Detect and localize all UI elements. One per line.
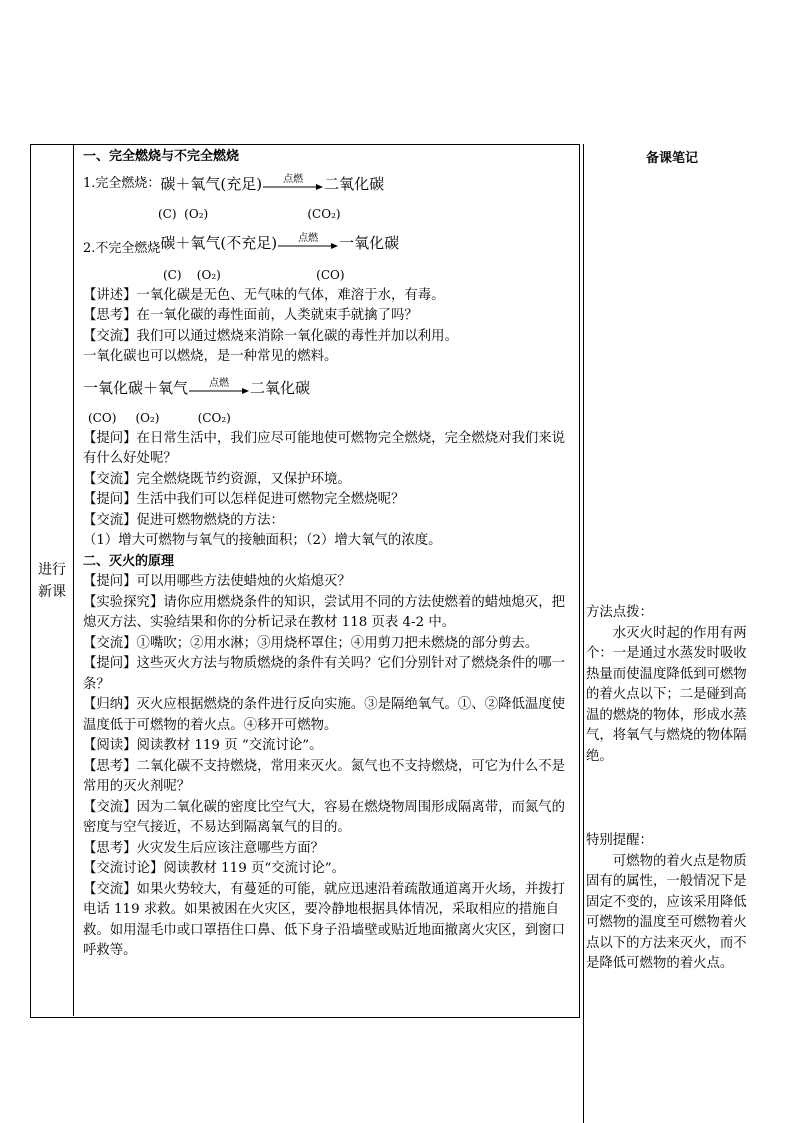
section-label-cell — [31, 145, 73, 1016]
note-title: 方法点拨： — [586, 605, 653, 620]
note-body: 可燃物的着火点是物质固有的属性，一般情况下是固定不变的，应该采用降低可燃物的温度至可燃物着火点以下的方法来灭火，而不是降低可燃物的着火点。 — [586, 853, 747, 971]
paragraph: 【提问】在日常生活中，我们应尽可能地使可燃物完全燃烧，完全燃烧对我们来说有什么好处呢？ — [83, 430, 566, 466]
paragraph: 【提问】生活中我们可以怎样促进可燃物完全燃烧呢？ — [83, 492, 405, 507]
paragraph: 【实验探究】请你应用燃烧条件的知识，尝试用不同的方法使燃着的蜡烛熄灭，把熄灭方法、实验结果和你的分析记录在教材 118 页表 4-2 中。 — [83, 594, 566, 630]
reaction-condition: 点燃 — [209, 378, 230, 389]
paragraph: （1）增大可燃物与氧气的接触面积；（2）增大氧气的浓度。 — [83, 533, 442, 548]
reaction-condition: 点燃 — [283, 174, 304, 185]
paragraph: 【思考】二氧化碳不支持燃烧，常用来灭火。氮气也不支持燃烧，可它为什么不是常用的灭火剂呢？ — [83, 758, 566, 794]
equation-label: 2.不完全燃烧 — [83, 240, 161, 256]
paragraph: 【交流】因为二氧化碳的密度比空气大，容易在燃烧物周围形成隔离带，而氮气的密度与空气接近，不易达到隔离氧气的目的。 — [83, 799, 566, 835]
label-column-divider — [73, 144, 74, 1016]
paragraph: 【提问】可以用哪些方法使蜡烛的火焰熄灭？ — [83, 574, 351, 589]
paragraph: 【交流】如果火势较大，有蔓延的可能，就应迅速沿着疏散通道离开火场，并拨打电话 119 求救。如果被困在火灾区，要冷静地根据具体情况，采取相应的措施自救。如用湿毛巾或口罩捂住口鼻、低下身子沿墙壁或贴近地面撤离火灾区，到窗口呼救等。 — [83, 881, 566, 958]
paragraph: 一氧化碳也可以燃烧，是一种常见的燃料。 — [83, 349, 338, 364]
paragraph: 【思考】在一氧化碳的毒性面前，人类就束手就擒了吗？ — [83, 308, 418, 323]
lesson-content — [83, 145, 575, 962]
paragraph: 【交流】①嘴吹；②用水淋；③用烧杯罩住；④用剪刀把未燃烧的部分剪去。 — [83, 635, 539, 651]
paragraph: 【交流】我们可以通过燃烧来消除一氧化碳的毒性并加以利用。 — [83, 328, 458, 344]
paragraph: 【思考】火灾发生后应该注意哪些方面？ — [83, 840, 325, 856]
heading-fire-extinguishing: 二、灭火的原理 — [83, 553, 175, 569]
reaction-arrow — [263, 176, 323, 194]
note-special-reminder — [586, 831, 758, 975]
paragraph: 【归纳】灭火应根据燃烧的条件进行反向实施。③是隔绝氧气。①、②降低温度使温度低于可燃物的着火点。④移开可燃物。 — [83, 697, 566, 733]
section-label: 进行新课 — [38, 561, 66, 600]
paragraph: 【交流】促进可燃物燃烧的方法： — [83, 512, 284, 528]
arrow-icon — [189, 387, 249, 395]
arrow-icon — [278, 242, 338, 250]
equation-product: 二氧化碳 — [250, 378, 311, 397]
arrow-icon — [263, 183, 323, 191]
equation-product: 二氧化碳 — [324, 174, 385, 193]
reaction-condition: 点燃 — [298, 233, 319, 244]
paragraph: 【交流讨论】阅读教材 119 页“交流讨论”。 — [83, 861, 346, 876]
reaction-arrow — [278, 235, 338, 253]
reaction-arrow — [189, 380, 249, 398]
equation-formulas: (C) (O₂) (CO) — [163, 268, 345, 282]
paragraph: 【交流】完全燃烧既节约资源，又保护环境。 — [83, 471, 351, 487]
equation-product: 一氧化碳 — [339, 233, 400, 252]
equation-incomplete-combustion — [83, 233, 575, 260]
equation-reactants: 一氧化碳＋氧气 — [83, 378, 189, 397]
note-method-tip — [586, 603, 758, 767]
equation-complete-combustion — [83, 174, 575, 195]
equation-reactants: 碳＋氧气(充足) — [160, 174, 263, 193]
equation-co-combustion — [83, 378, 575, 399]
heading-complete-combustion: 一、完全燃烧与不完全燃烧 — [83, 149, 240, 164]
note-body: 水灭火时起的作用有两个：一是通过水蒸发时吸收热量而使温度降低到可燃物的着火点以下；二是碰到高温的燃烧的物体，形成水蒸气，将氧气与燃烧的物体隔绝。 — [586, 625, 747, 764]
paragraph: 【提问】这些灭火方法与物质燃烧的条件有关吗？它们分别针对了燃烧条件的哪一条？ — [83, 656, 566, 692]
notes-column-divider — [583, 144, 584, 1123]
equation-formulas: (C) (O₂) (CO₂) — [158, 207, 341, 221]
paragraph: 【阅读】阅读教材 119 页 “交流讨论”。 — [83, 738, 323, 753]
equation-label: 1.完全燃烧： — [83, 175, 161, 191]
note-title: 特别提醒： — [586, 833, 653, 848]
paragraph: 【讲述】一氧化碳是无色、无气味的气体，难溶于水，有毒。 — [83, 287, 445, 303]
equation-reactants: 碳＋氧气(不充足) — [160, 233, 278, 252]
notes-title: 备课笔记 — [645, 151, 698, 166]
equation-formulas: (CO) (O₂) (CO₂) — [88, 411, 231, 425]
